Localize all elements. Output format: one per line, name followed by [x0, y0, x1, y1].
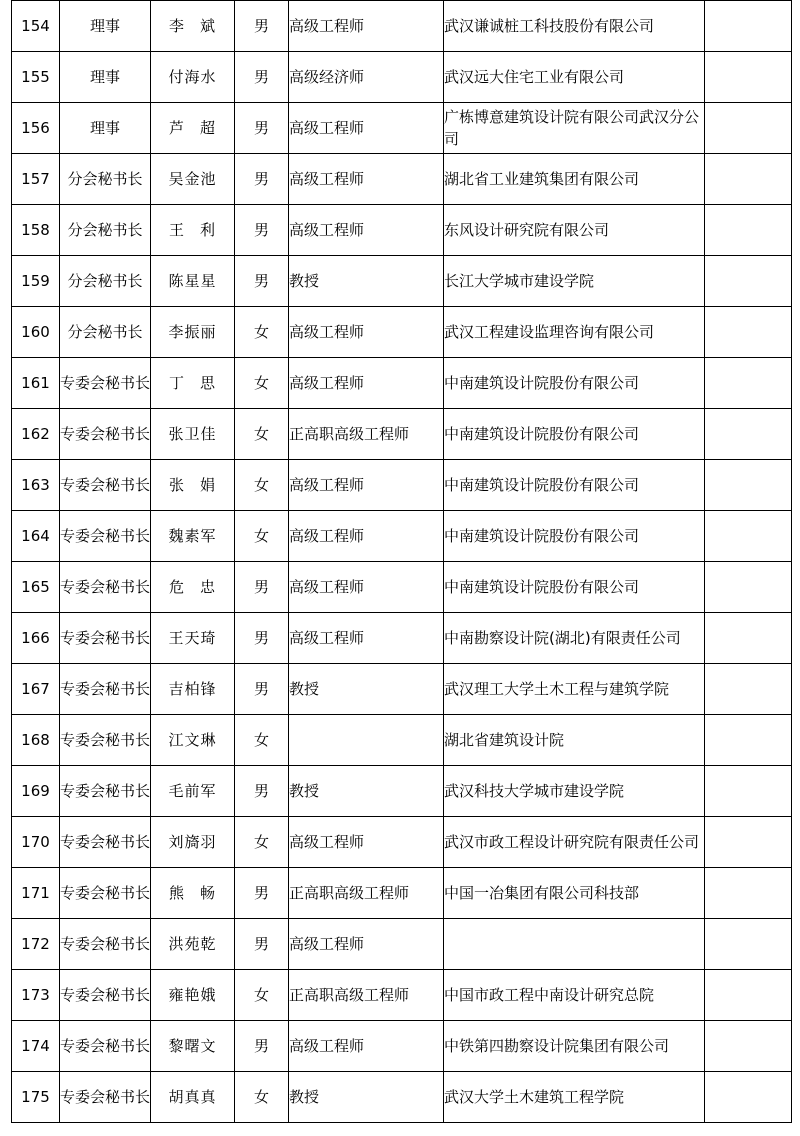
organization-cell: 中国市政工程中南设计研究总院: [444, 970, 705, 1021]
serial-number-cell: 165: [12, 562, 60, 613]
remarks-cell: [705, 256, 792, 307]
gender-cell: 女: [235, 970, 289, 1021]
name-part: 洪苑乾: [168, 935, 217, 953]
professional-title-cell: [289, 715, 444, 766]
table-row: [12, 154, 792, 205]
serial-number-cell: 172: [12, 919, 60, 970]
remarks-cell: [705, 1072, 792, 1123]
role-cell: 专委会秘书长: [60, 817, 151, 868]
role-cell: 理事: [60, 52, 151, 103]
professional-title-cell: 高级工程师: [289, 205, 444, 256]
serial-number-cell: 157: [12, 154, 60, 205]
gender-cell: 女: [235, 409, 289, 460]
name-cell: [151, 256, 235, 307]
professional-title-cell: 教授: [289, 1072, 444, 1123]
table-row: [12, 868, 792, 919]
table-row: [12, 613, 792, 664]
table-row: [12, 511, 792, 562]
name-part: 雍艳娥: [168, 986, 217, 1004]
organization-cell: [444, 919, 705, 970]
remarks-cell: [705, 1021, 792, 1072]
organization-cell: 武汉远大住宅工业有限公司: [444, 52, 705, 103]
name-cell: [151, 868, 235, 919]
gender-cell: 女: [235, 511, 289, 562]
remarks-cell: [705, 511, 792, 562]
role-cell: 专委会秘书长: [60, 511, 151, 562]
name-cell: [151, 1021, 235, 1072]
professional-title-cell: 正高职高级工程师: [289, 409, 444, 460]
serial-number-cell: 160: [12, 307, 60, 358]
remarks-cell: [705, 715, 792, 766]
organization-cell: 广栋博意建筑设计院有限公司武汉分公司: [444, 103, 705, 154]
remarks-cell: [705, 409, 792, 460]
name-part: 利: [200, 221, 217, 239]
name-cell: [151, 919, 235, 970]
table-row: [12, 1, 792, 52]
gender-cell: 男: [235, 664, 289, 715]
name-cell: [151, 460, 235, 511]
name-part: 娟: [200, 476, 217, 494]
serial-number-cell: 175: [12, 1072, 60, 1123]
name-cell: [151, 817, 235, 868]
serial-number-cell: 154: [12, 1, 60, 52]
remarks-cell: [705, 919, 792, 970]
gender-cell: 女: [235, 358, 289, 409]
organization-cell: 中铁第四勘察设计院集团有限公司: [444, 1021, 705, 1072]
name-part: 危: [168, 578, 185, 596]
gender-cell: 男: [235, 562, 289, 613]
name-part: 吉柏锋: [168, 680, 217, 698]
serial-number-cell: 158: [12, 205, 60, 256]
name-part: 斌: [200, 17, 217, 35]
name-part: 王: [168, 221, 185, 239]
name-cell: [151, 664, 235, 715]
role-cell: 专委会秘书长: [60, 1072, 151, 1123]
table-row: [12, 919, 792, 970]
name-part: 超: [200, 119, 217, 137]
name-cell: [151, 766, 235, 817]
role-cell: 分会秘书长: [60, 205, 151, 256]
name-cell: [151, 307, 235, 358]
table-row: [12, 358, 792, 409]
professional-title-cell: 高级工程师: [289, 460, 444, 511]
gender-cell: 男: [235, 154, 289, 205]
name-part: 魏素军: [168, 527, 217, 545]
organization-cell: 武汉大学土木建筑工程学院: [444, 1072, 705, 1123]
role-cell: 专委会秘书长: [60, 715, 151, 766]
name-part: 熊: [168, 884, 185, 902]
serial-number-cell: 166: [12, 613, 60, 664]
serial-number-cell: 163: [12, 460, 60, 511]
role-cell: 专委会秘书长: [60, 970, 151, 1021]
serial-number-cell: 170: [12, 817, 60, 868]
name-part: 刘旖羽: [168, 833, 217, 851]
name-part: 江文琳: [168, 731, 217, 749]
name-part: 黎曙文: [168, 1037, 217, 1055]
table-row: [12, 817, 792, 868]
name-cell: [151, 154, 235, 205]
professional-title-cell: 教授: [289, 766, 444, 817]
table-row: [12, 460, 792, 511]
table-row: [12, 52, 792, 103]
role-cell: 专委会秘书长: [60, 460, 151, 511]
role-cell: 专委会秘书长: [60, 358, 151, 409]
name-part: 付海水: [168, 68, 217, 86]
role-cell: 专委会秘书长: [60, 562, 151, 613]
table-row: [12, 715, 792, 766]
professional-title-cell: 高级工程师: [289, 358, 444, 409]
name-cell: [151, 409, 235, 460]
table-row: [12, 307, 792, 358]
professional-title-cell: 高级工程师: [289, 103, 444, 154]
gender-cell: 男: [235, 256, 289, 307]
serial-number-cell: 168: [12, 715, 60, 766]
professional-title-cell: 高级工程师: [289, 919, 444, 970]
role-cell: 理事: [60, 1, 151, 52]
name-cell: [151, 970, 235, 1021]
name-part: 王天琦: [168, 629, 217, 647]
serial-number-cell: 155: [12, 52, 60, 103]
role-cell: 专委会秘书长: [60, 409, 151, 460]
gender-cell: 男: [235, 1, 289, 52]
gender-cell: 男: [235, 613, 289, 664]
organization-cell: 中南建筑设计院股份有限公司: [444, 562, 705, 613]
professional-title-cell: 高级工程师: [289, 154, 444, 205]
remarks-cell: [705, 205, 792, 256]
name-cell: [151, 52, 235, 103]
organization-cell: 中南建筑设计院股份有限公司: [444, 511, 705, 562]
name-part: 芦: [168, 119, 185, 137]
name-cell: [151, 613, 235, 664]
serial-number-cell: 167: [12, 664, 60, 715]
organization-cell: 武汉科技大学城市建设学院: [444, 766, 705, 817]
table-row: [12, 562, 792, 613]
member-table: [11, 0, 792, 1123]
serial-number-cell: 156: [12, 103, 60, 154]
name-cell: [151, 358, 235, 409]
name-part: 丁: [168, 374, 185, 392]
table-row: [12, 103, 792, 154]
name-part: 李振丽: [168, 323, 217, 341]
name-part: 思: [200, 374, 217, 392]
name-cell: [151, 511, 235, 562]
name-cell: [151, 1, 235, 52]
table-row: [12, 409, 792, 460]
organization-cell: 武汉工程建设监理咨询有限公司: [444, 307, 705, 358]
remarks-cell: [705, 460, 792, 511]
gender-cell: 男: [235, 103, 289, 154]
serial-number-cell: 162: [12, 409, 60, 460]
professional-title-cell: 高级工程师: [289, 1021, 444, 1072]
organization-cell: 中南建筑设计院股份有限公司: [444, 409, 705, 460]
professional-title-cell: 高级工程师: [289, 511, 444, 562]
professional-title-cell: 高级工程师: [289, 817, 444, 868]
name-part: 张: [168, 476, 185, 494]
name-part: 李: [168, 17, 185, 35]
professional-title-cell: 高级工程师: [289, 613, 444, 664]
role-cell: 专委会秘书长: [60, 868, 151, 919]
organization-cell: 中国一冶集团有限公司科技部: [444, 868, 705, 919]
gender-cell: 女: [235, 460, 289, 511]
gender-cell: 男: [235, 1021, 289, 1072]
role-cell: 分会秘书长: [60, 256, 151, 307]
professional-title-cell: 正高职高级工程师: [289, 970, 444, 1021]
remarks-cell: [705, 970, 792, 1021]
serial-number-cell: 169: [12, 766, 60, 817]
name-part: 吴金池: [168, 170, 217, 188]
organization-cell: 中南建筑设计院股份有限公司: [444, 358, 705, 409]
remarks-cell: [705, 613, 792, 664]
name-cell: [151, 1072, 235, 1123]
remarks-cell: [705, 154, 792, 205]
remarks-cell: [705, 1, 792, 52]
role-cell: 专委会秘书长: [60, 1021, 151, 1072]
organization-cell: 武汉谦诚桩工科技股份有限公司: [444, 1, 705, 52]
organization-cell: 长江大学城市建设学院: [444, 256, 705, 307]
name-cell: [151, 715, 235, 766]
gender-cell: 女: [235, 307, 289, 358]
remarks-cell: [705, 358, 792, 409]
role-cell: 分会秘书长: [60, 307, 151, 358]
name-cell: [151, 103, 235, 154]
role-cell: 专委会秘书长: [60, 766, 151, 817]
remarks-cell: [705, 307, 792, 358]
role-cell: 专委会秘书长: [60, 919, 151, 970]
table-row: [12, 970, 792, 1021]
name-cell: [151, 562, 235, 613]
name-part: 张卫佳: [168, 425, 217, 443]
role-cell: 专委会秘书长: [60, 664, 151, 715]
table-row: [12, 766, 792, 817]
serial-number-cell: 164: [12, 511, 60, 562]
organization-cell: 湖北省建筑设计院: [444, 715, 705, 766]
professional-title-cell: 高级工程师: [289, 562, 444, 613]
gender-cell: 男: [235, 766, 289, 817]
gender-cell: 男: [235, 868, 289, 919]
table-row: [12, 1021, 792, 1072]
professional-title-cell: 教授: [289, 256, 444, 307]
table-row: [12, 1072, 792, 1123]
serial-number-cell: 174: [12, 1021, 60, 1072]
serial-number-cell: 171: [12, 868, 60, 919]
name-cell: [151, 205, 235, 256]
name-part: 胡真真: [168, 1088, 217, 1106]
table-row: [12, 664, 792, 715]
table-row: [12, 205, 792, 256]
serial-number-cell: 159: [12, 256, 60, 307]
organization-cell: 东风设计研究院有限公司: [444, 205, 705, 256]
gender-cell: 男: [235, 919, 289, 970]
member-table-body: [12, 1, 792, 1123]
table-row: [12, 256, 792, 307]
gender-cell: 女: [235, 715, 289, 766]
professional-title-cell: 教授: [289, 664, 444, 715]
professional-title-cell: 高级工程师: [289, 1, 444, 52]
organization-cell: 武汉市政工程设计研究院有限责任公司: [444, 817, 705, 868]
organization-cell: 中南建筑设计院股份有限公司: [444, 460, 705, 511]
serial-number-cell: 173: [12, 970, 60, 1021]
remarks-cell: [705, 868, 792, 919]
remarks-cell: [705, 664, 792, 715]
role-cell: 理事: [60, 103, 151, 154]
organization-cell: 武汉理工大学土木工程与建筑学院: [444, 664, 705, 715]
gender-cell: 男: [235, 52, 289, 103]
name-part: 陈星星: [168, 272, 217, 290]
name-part: 忠: [200, 578, 217, 596]
name-part: 畅: [200, 884, 217, 902]
gender-cell: 女: [235, 1072, 289, 1123]
gender-cell: 女: [235, 817, 289, 868]
role-cell: 专委会秘书长: [60, 613, 151, 664]
name-part: 毛前军: [168, 782, 217, 800]
gender-cell: 男: [235, 205, 289, 256]
professional-title-cell: 高级工程师: [289, 307, 444, 358]
organization-cell: 湖北省工业建筑集团有限公司: [444, 154, 705, 205]
serial-number-cell: 161: [12, 358, 60, 409]
remarks-cell: [705, 103, 792, 154]
remarks-cell: [705, 562, 792, 613]
remarks-cell: [705, 766, 792, 817]
remarks-cell: [705, 817, 792, 868]
role-cell: 分会秘书长: [60, 154, 151, 205]
organization-cell: 中南勘察设计院(湖北)有限责任公司: [444, 613, 705, 664]
professional-title-cell: 正高职高级工程师: [289, 868, 444, 919]
professional-title-cell: 高级经济师: [289, 52, 444, 103]
remarks-cell: [705, 52, 792, 103]
